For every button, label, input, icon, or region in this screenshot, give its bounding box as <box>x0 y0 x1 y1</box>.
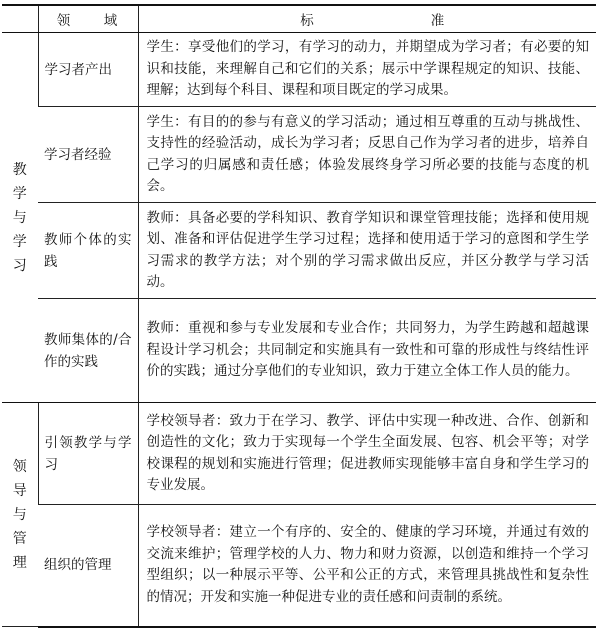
domain-cell: 组织的管理 <box>38 505 138 627</box>
standards-table <box>2 4 596 628</box>
category-teaching-learning: 教 学 与 学 习 <box>2 33 38 403</box>
header-standard: 标 准 <box>138 5 596 33</box>
table-row <box>2 505 596 627</box>
domain-cell: 教师个体的实践 <box>38 203 138 299</box>
header-domain: 领 域 <box>38 5 138 33</box>
domain-cell: 教师集体的/合作的实践 <box>38 299 138 403</box>
header-category <box>2 5 38 33</box>
domain-cell: 学习者经验 <box>38 107 138 203</box>
standard-cell: 学校领导者：建立一个有序的、安全的、健康的学习环境，并通过有效的交流来维护；管理学校的人力、物力和财力资源，以创造和维持一个学习型组织；以一种展示平等、公平和公正的方式，来管理具挑战性和复杂性的情况；开发和实施一种促进专业的责任感和问责制的系统。 <box>138 505 596 627</box>
table-row <box>2 107 596 203</box>
standard-cell: 学生：有目的的参与有意义的学习活动；通过相互尊重的互动与挑战性、支持性的经验活动，成长为学习者；反思自己作为学习者的进步，培养自己学习的归属感和责任感；体验发展终身学习所必要的技能与态度的机会。 <box>138 107 596 203</box>
standard-cell: 学生：享受他们的学习，有学习的动力，并期望成为学习者；有必要的知识和技能，来理解自己和它们的关系；展示中学课程规定的知识、技能、理解；达到每个科目、课程和项目既定的学习成果。 <box>138 33 596 107</box>
standard-cell: 教师：具备必要的学科知识、教育学知识和课堂管理技能；选择和使用规划、准备和评估促进学生学习过程；选择和使用适于学习的意图和学生学习需求的教学方法；对个别的学习需求做出反应，并区分教学与学习活动。 <box>138 203 596 299</box>
table-row <box>2 33 596 107</box>
table-row <box>2 203 596 299</box>
standard-cell: 教师：重视和参与专业发展和专业合作；共同努力，为学生跨越和超越课程设计学习机会；共同制定和实施具有一致性和可靠的形成性与终结性评价的实践；通过分享他们的专业知识，致力于建立全体工作人员的能力。 <box>138 299 596 403</box>
table-row <box>2 299 596 403</box>
domain-cell: 引领教学与学习 <box>38 403 138 505</box>
table-row <box>2 403 596 505</box>
header-row <box>2 5 596 33</box>
standard-cell: 学校领导者：致力于在学习、教学、评估中实现一种改进、合作、创新和创造性的文化；致力于实现每一个学生全面发展、包容、机会平等；对学校课程的规划和实施进行管理；促进教师实现能够丰富自身和学生学习的专业发展。 <box>138 403 596 505</box>
domain-cell: 学习者产出 <box>38 33 138 107</box>
category-leadership-management: 领 导 与 管 理 <box>2 403 38 627</box>
